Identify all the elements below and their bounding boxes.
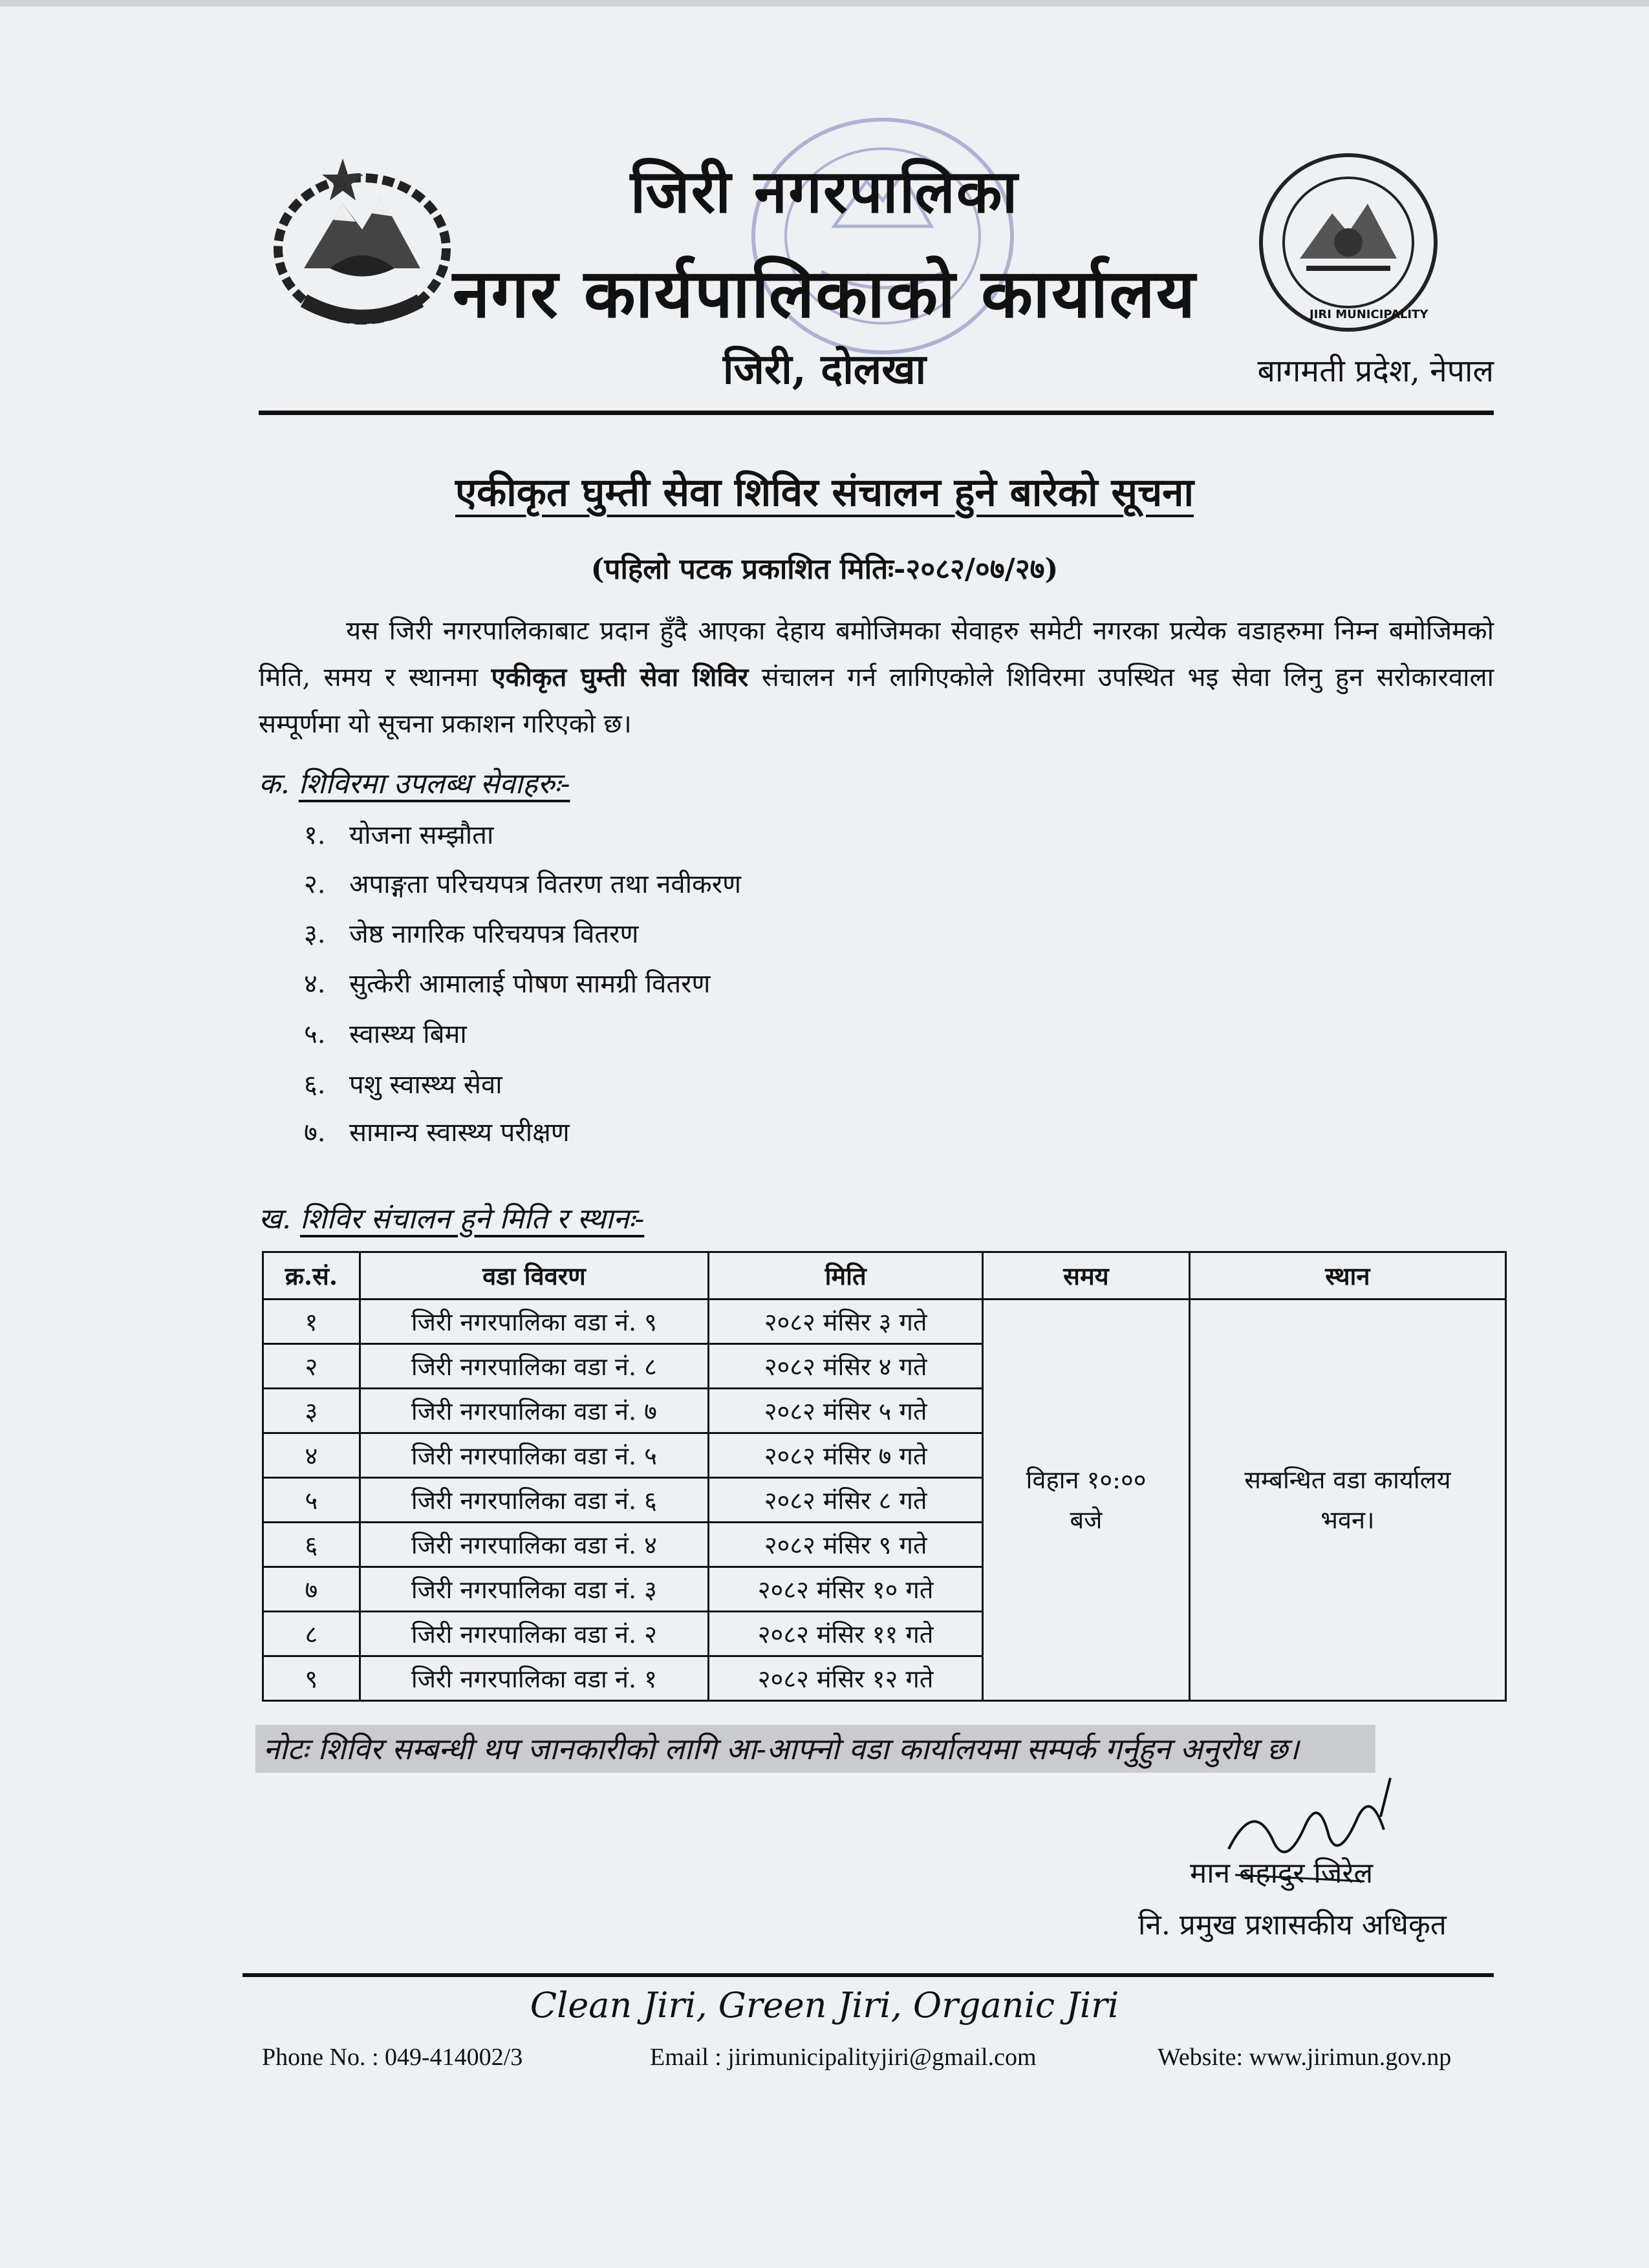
- cell-place: [1189, 1300, 1505, 1701]
- seal-text: JIRI MUNICIPALITY: [1310, 308, 1428, 321]
- cell-date: २०८२ मंसिर ३ गते: [709, 1300, 983, 1344]
- list-item-text: सामान्य स्वास्थ्य परीक्षण: [349, 1118, 570, 1148]
- column-header-time: समय: [983, 1252, 1190, 1300]
- list-item: [304, 915, 638, 950]
- column-header-ward: वडा विवरण: [360, 1252, 708, 1300]
- list-item-number: ७.: [304, 1118, 326, 1148]
- list-item-number: १.: [304, 820, 326, 850]
- cell-ward: जिरी नगरपालिका वडा नं. ९: [360, 1300, 708, 1344]
- notice-title-text: एकीकृत घुम्ती सेवा शिविर संचालन हुने बारेको सूचना: [455, 470, 1194, 515]
- notice-body-part2: संचालन गर्न लागिएकोले शिविरमा उपस्थित भइ सेवा लिनु हुन सरोकारवाला सम्पूर्णमा यो सूचना प्रकाशन गरिएको छ।: [259, 663, 1494, 739]
- column-header-sn: क्र.सं.: [263, 1252, 360, 1300]
- cell-date: २०८२ मंसिर ७ गते: [709, 1433, 983, 1478]
- cell-ward: जिरी नगरपालिका वडा नं. ६: [360, 1478, 708, 1523]
- cell-time: [983, 1300, 1190, 1701]
- cell-ward: जिरी नगरपालिका वडा नं. ८: [360, 1344, 708, 1389]
- cell-sn: ६: [263, 1523, 360, 1567]
- cell-sn: ५: [263, 1478, 360, 1523]
- cell-ward: जिरी नगरपालिका वडा नं. ४: [360, 1523, 708, 1567]
- list-item-number: ६.: [304, 1070, 326, 1100]
- services-heading-text: शिविरमा उपलब्ध सेवाहरुः-: [298, 767, 570, 800]
- list-item: [304, 1113, 570, 1149]
- list-item-text: सुत्केरी आमालाई पोषण सामग्री वितरण: [349, 969, 711, 999]
- notice-body: [259, 608, 1494, 747]
- signatory-name: मान बहादुर जिरेल: [1190, 1857, 1374, 1890]
- signatory-title: नि. प्रमुख प्रशासकीय अधिकृत: [1138, 1909, 1447, 1942]
- cell-sn: ४: [263, 1433, 360, 1478]
- cell-sn: ७: [263, 1567, 360, 1612]
- list-item-text: अपाङ्गता परिचयपत्र वितरण तथा नवीकरण: [349, 870, 742, 899]
- cell-date: २०८२ मंसिर ९ गते: [709, 1523, 983, 1567]
- notice-body-highlight: एकीकृत घुम्ती सेवा शिविर: [491, 662, 749, 692]
- cell-date: २०८२ मंसिर १० गते: [709, 1567, 983, 1612]
- cell-date: २०८२ मंसिर ५ गते: [709, 1389, 983, 1433]
- list-item: [304, 965, 710, 1000]
- list-item-text: जेष्ठ नागरिक परिचयपत्र वितरण: [349, 919, 639, 949]
- list-item-number: ४.: [304, 969, 326, 999]
- footer-slogan: Clean Jiri, Green Jiri, Organic Jiri: [530, 1985, 1119, 2026]
- header-divider: [259, 411, 1494, 415]
- schedule-heading: [259, 1198, 644, 1237]
- cell-date: २०८२ मंसिर ११ गते: [709, 1612, 983, 1656]
- footer-website: Website: www.jirimun.gov.np: [1158, 2044, 1452, 2071]
- column-header-place: स्थान: [1189, 1252, 1505, 1300]
- list-item-text: स्वास्थ्य बिमा: [349, 1020, 467, 1049]
- column-header-date: मिति: [709, 1252, 983, 1300]
- cell-sn: २: [263, 1344, 360, 1389]
- list-item: [304, 816, 493, 851]
- cell-sn: १: [263, 1300, 360, 1344]
- list-item: [304, 865, 741, 901]
- note-banner: नोटः शिविर सम्बन्धी थप जानकारीको लागि आ-आफ्नो वडा कार्यालयमा सम्पर्क गर्नुहुन अनुरोध छ।: [255, 1725, 1375, 1773]
- time-line-2: बजे: [1070, 1506, 1103, 1534]
- schedule-heading-text: शिविर संचालन हुने मिति र स्थानः-: [299, 1203, 645, 1236]
- cell-sn: ८: [263, 1612, 360, 1656]
- place-line-2: भवन।: [1320, 1506, 1375, 1534]
- schedule-table: [262, 1251, 1507, 1702]
- address-city: जिरी, दोलखा: [722, 345, 927, 394]
- office-name: नगर कार्यपालिकाको कार्यालय: [452, 253, 1197, 333]
- cell-ward: जिरी नगरपालिका वडा नं. २: [360, 1612, 708, 1656]
- list-item-number: ३.: [304, 919, 326, 949]
- address-province: बागमती प्रदेश, नेपाल: [1257, 353, 1494, 389]
- cell-ward: जिरी नगरपालिका वडा नं. १: [360, 1656, 708, 1701]
- cell-date: २०८२ मंसिर ४ गते: [709, 1344, 983, 1389]
- notice-title: [0, 464, 1649, 517]
- list-item-number: ५.: [304, 1020, 326, 1049]
- publication-date: (पहिलो पटक प्रकाशित मितिः-२०८२/०७/२७): [590, 553, 1059, 586]
- notice-body-part1: यस जिरी नगरपालिकाबाट प्रदान हुँदै आएका देहाय बमोजिमका सेवाहरु समेटी नगरका प्रत्येक वडाहरुमा निम्न बमोजिमको मिति, समय र स्थानमा: [259, 616, 1494, 692]
- table-header-row: [263, 1252, 1506, 1300]
- scan-edge: [0, 0, 1649, 6]
- services-heading: [259, 763, 570, 802]
- list-item-text: योजना सम्झौता: [349, 820, 494, 850]
- services-label: क.: [259, 767, 290, 800]
- cell-sn: ९: [263, 1656, 360, 1701]
- table-row: [263, 1300, 1506, 1344]
- cell-date: २०८२ मंसिर ८ गते: [709, 1478, 983, 1523]
- footer-email: Email : jirimunicipalityjiri@gmail.com: [650, 2044, 1037, 2071]
- time-line-1: विहान १०:००: [1026, 1466, 1147, 1494]
- cell-date: २०८२ मंसिर १२ गते: [709, 1656, 983, 1701]
- cell-ward: जिरी नगरपालिका वडा नं. ५: [360, 1433, 708, 1478]
- cell-ward: जिरी नगरपालिका वडा नं. ३: [360, 1567, 708, 1612]
- list-item-text: पशु स्वास्थ्य सेवा: [349, 1070, 502, 1100]
- footer-divider: [242, 1973, 1494, 1977]
- cell-sn: ३: [263, 1389, 360, 1433]
- list-item: [304, 1015, 467, 1051]
- footer-phone: Phone No. : 049-414002/3: [262, 2044, 523, 2071]
- cell-ward: जिरी नगरपालिका वडा नं. ७: [360, 1389, 708, 1433]
- list-item: [304, 1065, 502, 1101]
- list-item-number: २.: [304, 870, 326, 899]
- organization-name: जिरी नगरपालिका: [630, 156, 1019, 226]
- place-line-1: सम्बन्धित वडा कार्यालय: [1244, 1466, 1451, 1494]
- schedule-label: ख.: [259, 1203, 291, 1236]
